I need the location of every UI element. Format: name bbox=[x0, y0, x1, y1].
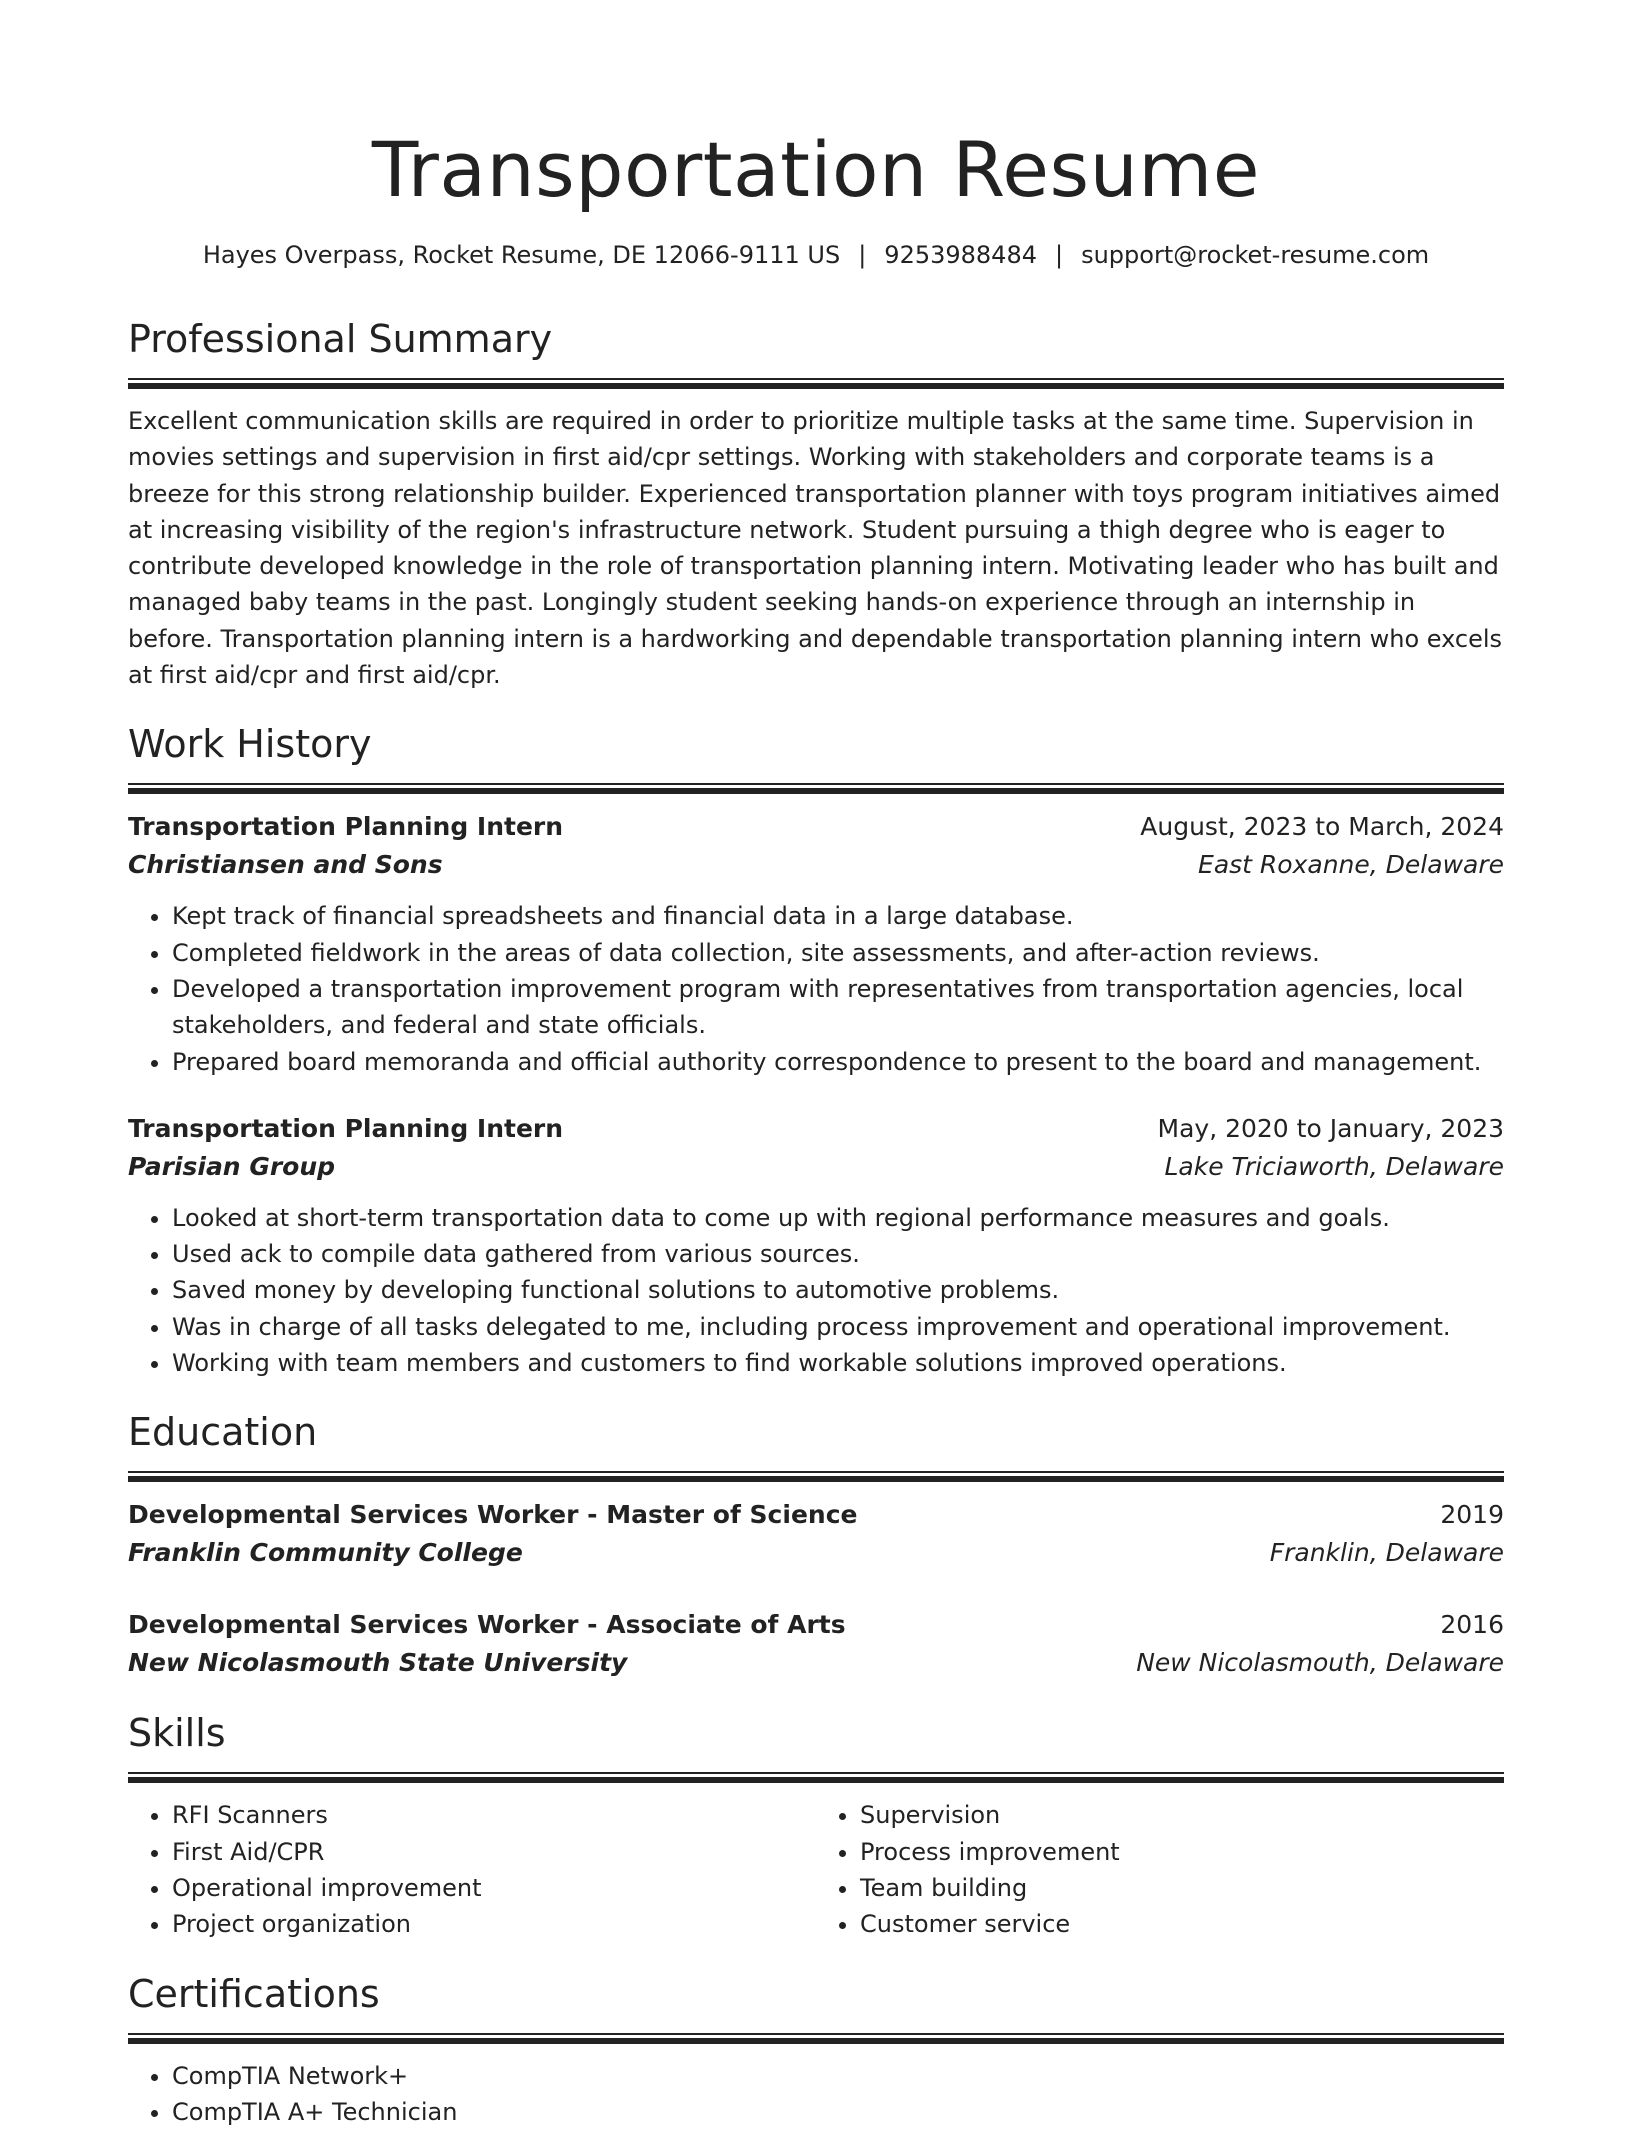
skills-grid bbox=[128, 1797, 1504, 1942]
job-title: Transportation Planning Intern bbox=[128, 1113, 564, 1143]
list-item: • Completed fieldwork in the areas of data collection, site assessments, and after-action reviews. bbox=[172, 935, 1504, 971]
list-item: • RFI Scanners bbox=[172, 1797, 816, 1833]
contact-separator: | bbox=[1055, 241, 1064, 269]
contact-email: support@rocket-resume.com bbox=[1081, 241, 1430, 269]
education-subheader bbox=[128, 1534, 1504, 1572]
list-item: • Prepared board memoranda and official authority correspondence to present to the board and management. bbox=[172, 1044, 1504, 1080]
list-item: • CompTIA A+ Technician bbox=[172, 2094, 1504, 2130]
list-item: • Used ack to compile data gathered from various sources. bbox=[172, 1236, 1504, 1272]
job-header bbox=[128, 1110, 1504, 1148]
job-company: Parisian Group bbox=[128, 1151, 336, 1181]
resume-title: Transportation Resume bbox=[371, 125, 1261, 214]
list-item: • Project organization bbox=[172, 1906, 816, 1942]
section-title-work: Work History bbox=[128, 722, 372, 767]
education-section bbox=[128, 1407, 1504, 1682]
job-header bbox=[128, 808, 1504, 846]
section-divider bbox=[128, 783, 1504, 794]
certifications-section bbox=[128, 1969, 1504, 2130]
job-entry bbox=[128, 808, 1504, 1079]
skills-column-left bbox=[128, 1797, 816, 1942]
skills-section bbox=[128, 1708, 1504, 1942]
list-item: • Supervision bbox=[860, 1797, 1504, 1833]
list-item: • Kept track of financial spreadsheets and financial data in a large database. bbox=[172, 898, 1504, 934]
job-bullets bbox=[128, 898, 1504, 1079]
summary-text: Excellent communication skills are required in order to prioritize multiple tasks at the same time. Supervision in movies settings and supervision in first aid/cpr settings. Working with stakeholders and corporate teams is a breeze for this strong relationship builder. Experienced transportation planner with toys program initiatives aimed at increasing visibility of the region's infrastructure network. Student pursuing a thigh degree who is eager to contribute developed knowledge in the role of transportation planning intern. Motivating leader who has built and managed baby teams in the past. Longingly student seeking hands-on experience through an internship in before. Transportation planning intern is a hardworking and dependable transportation planning intern who excels at first aid/cpr and first aid/cpr. bbox=[128, 407, 1503, 690]
job-subheader bbox=[128, 1148, 1504, 1186]
section-title-skills: Skills bbox=[128, 1711, 226, 1756]
job-location: East Roxanne, Delaware bbox=[1198, 850, 1504, 880]
section-title-education: Education bbox=[128, 1410, 318, 1455]
list-item: • CompTIA Network+ bbox=[172, 2058, 1504, 2094]
section-divider bbox=[128, 2033, 1504, 2044]
education-school: New Nicolasmouth State University bbox=[128, 1648, 628, 1678]
list-item: • Operational improvement bbox=[172, 1870, 816, 1906]
contact-line bbox=[128, 238, 1504, 272]
education-location: New Nicolasmouth, Delaware bbox=[1136, 1648, 1504, 1678]
certifications-list bbox=[128, 2058, 1504, 2130]
skills-list bbox=[128, 1797, 816, 1942]
section-title-summary: Professional Summary bbox=[128, 317, 553, 361]
list-item: • Process improvement bbox=[860, 1834, 1504, 1870]
education-entry bbox=[128, 1606, 1504, 1682]
section-divider bbox=[128, 1772, 1504, 1783]
education-degree: Developmental Services Worker - Master of Science bbox=[128, 1500, 858, 1530]
education-school: Franklin Community College bbox=[128, 1538, 523, 1568]
education-degree: Developmental Services Worker - Associate of Arts bbox=[128, 1610, 846, 1640]
job-dates: August, 2023 to March, 2024 bbox=[1140, 812, 1504, 842]
contact-phone: 9253988484 bbox=[884, 241, 1037, 269]
education-subheader bbox=[128, 1644, 1504, 1682]
job-subheader bbox=[128, 846, 1504, 884]
skills-column-right bbox=[816, 1797, 1504, 1942]
contact-address: Hayes Overpass, Rocket Resume, DE 12066-9111 US bbox=[202, 241, 841, 269]
job-dates: May, 2020 to January, 2023 bbox=[1157, 1113, 1504, 1143]
education-entry bbox=[128, 1496, 1504, 1572]
section-divider bbox=[128, 378, 1504, 389]
education-header bbox=[128, 1606, 1504, 1644]
section-divider bbox=[128, 1471, 1504, 1482]
skills-list bbox=[816, 1797, 1504, 1942]
list-item: • Working with team members and customers to find workable solutions improved operations. bbox=[172, 1345, 1504, 1381]
work-section bbox=[128, 719, 1504, 1381]
job-title: Transportation Planning Intern bbox=[128, 812, 564, 842]
education-year: 2016 bbox=[1440, 1610, 1504, 1640]
job-bullets bbox=[128, 1200, 1504, 1381]
list-item: • First Aid/CPR bbox=[172, 1834, 816, 1870]
education-header bbox=[128, 1496, 1504, 1534]
job-location: Lake Triciaworth, Delaware bbox=[1164, 1151, 1504, 1181]
contact-separator: | bbox=[858, 241, 867, 269]
job-company: Christiansen and Sons bbox=[128, 850, 443, 880]
list-item: • Team building bbox=[860, 1870, 1504, 1906]
summary-section bbox=[128, 314, 1504, 693]
education-location: Franklin, Delaware bbox=[1269, 1538, 1504, 1568]
section-title-certifications: Certifications bbox=[128, 1971, 380, 2016]
list-item: • Looked at short-term transportation data to come up with regional performance measures and goals. bbox=[172, 1200, 1504, 1236]
job-entry bbox=[128, 1110, 1504, 1381]
list-item: • Customer service bbox=[860, 1906, 1504, 1942]
education-year: 2019 bbox=[1440, 1500, 1504, 1530]
list-item: • Was in charge of all tasks delegated to me, including process improvement and operational improvement. bbox=[172, 1309, 1504, 1345]
list-item: • Saved money by developing functional solutions to automotive problems. bbox=[172, 1272, 1504, 1308]
list-item: • Developed a transportation improvement program with representatives from transportation agencies, local stakeholders, and federal and state officials. bbox=[172, 971, 1504, 1044]
